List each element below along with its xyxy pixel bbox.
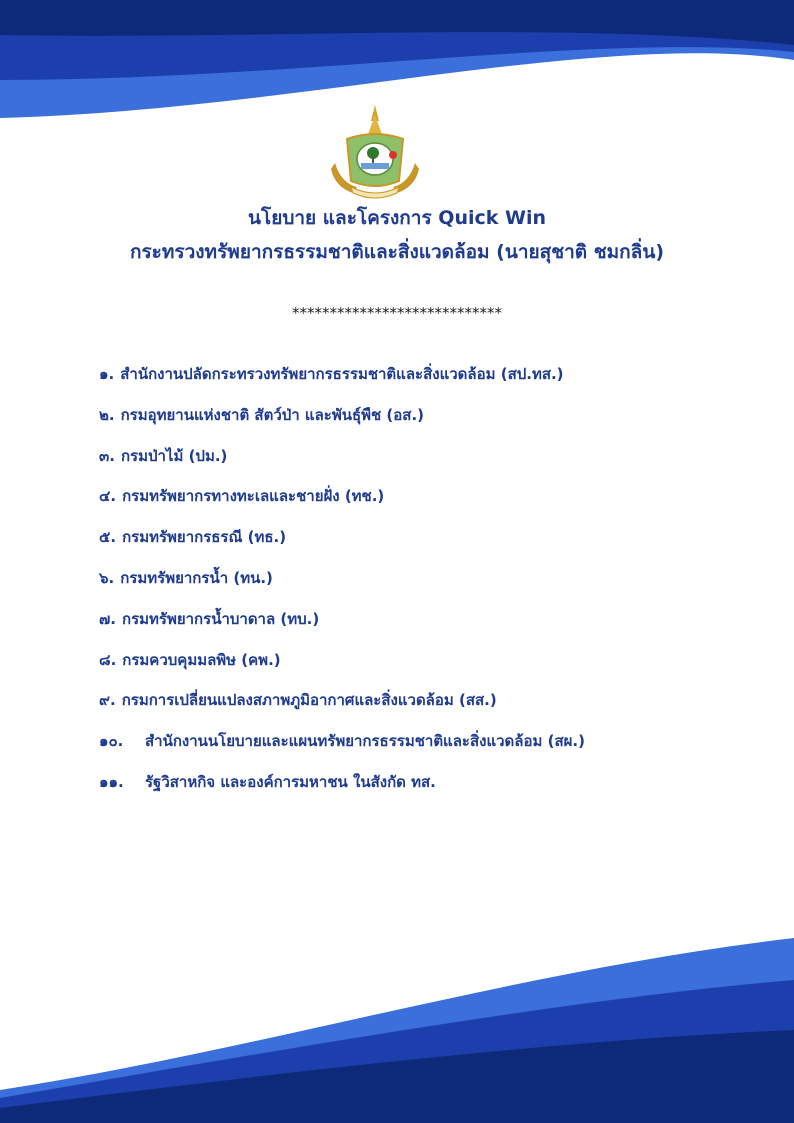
- list-item: [99, 485, 719, 526]
- list-item: [99, 445, 719, 486]
- list-item: [99, 689, 719, 730]
- item-text: กรมป่าไม้ (ปม.): [120, 446, 228, 465]
- item-text: สำนักงานปลัดกระทรวงทรัพยากรธรรมชาติและสิ่งแวดล้อม (สป.ทส.): [120, 365, 564, 383]
- item-number: ๑.: [99, 365, 115, 383]
- agency-list: [99, 363, 719, 812]
- item-text: กรมทรัพยากรน้ำ (ทน.): [120, 568, 273, 587]
- item-text: กรมอุทยานแห่งชาติ สัตว์ป่า และพันธุ์พืช (อส.): [120, 405, 424, 424]
- item-number: ๑๑.: [99, 772, 124, 791]
- item-number: ๓.: [99, 446, 115, 465]
- list-item: [99, 404, 719, 445]
- list-item: [99, 730, 719, 771]
- list-item: [99, 526, 719, 567]
- separator-stars: ****************************: [292, 304, 502, 322]
- item-text: กรมทรัพยากรน้ำบาดาล (ทบ.): [121, 609, 320, 628]
- list-item: [99, 567, 719, 608]
- item-number: ๒.: [99, 405, 115, 424]
- list-item: [99, 649, 719, 690]
- item-number: ๗.: [99, 609, 116, 628]
- document-title: นโยบาย และโครงการ Quick Win: [248, 207, 546, 229]
- item-text: กรมทรัพยากรธรณี (ทธ.): [122, 528, 287, 547]
- item-number: ๖.: [99, 568, 115, 587]
- item-number: ๕.: [99, 528, 117, 547]
- list-item: [99, 363, 719, 404]
- list-item: [99, 771, 719, 812]
- item-text: สำนักงานนโยบายและแผนทรัพยากรธรรมชาติและสิ่งแวดล้อม (สผ.): [145, 732, 585, 751]
- bottom-wave-decoration: [0, 930, 794, 1123]
- list-item: [99, 608, 719, 649]
- document-subtitle: กระทรวงทรัพยากรธรรมชาติและสิ่งแวดล้อม (นายสุชาติ ชมกลิ่น): [129, 241, 665, 263]
- item-number: ๑๐.: [99, 732, 124, 751]
- item-text: กรมควบคุมมลพิษ (คพ.): [122, 650, 281, 669]
- item-number: ๘.: [99, 650, 117, 669]
- item-number: ๔.: [99, 487, 117, 506]
- item-number: ๙.: [99, 691, 116, 710]
- item-text: รัฐวิสาหกิจ และองค์การมหาชน ในสังกัด ทส.: [145, 772, 436, 791]
- item-text: กรมการเปลี่ยนแปลงสภาพภูมิอากาศและสิ่งแวดล้อม (สส.): [121, 691, 497, 710]
- item-text: กรมทรัพยากรทางทะเลและชายฝั่ง (ทช.): [122, 487, 385, 506]
- ministry-emblem-icon: [327, 103, 423, 201]
